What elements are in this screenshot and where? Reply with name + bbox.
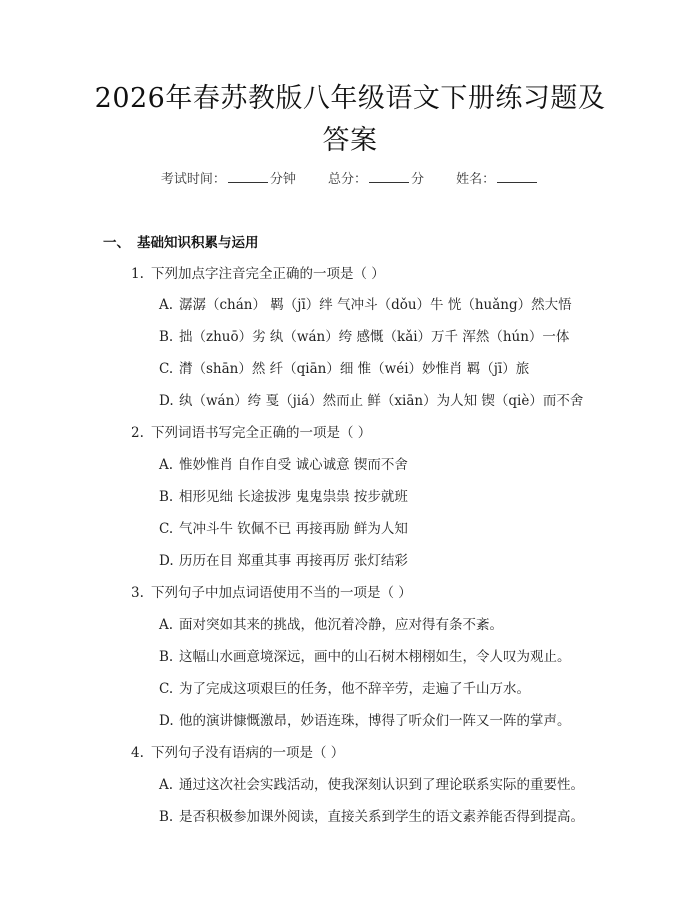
option-letter: B. [159, 649, 174, 665]
question-number: 1. [131, 266, 144, 282]
total-score-blank [369, 182, 409, 183]
option-letter: C. [159, 521, 174, 537]
exam-time-blank [228, 182, 268, 183]
question-2-option-d [159, 549, 408, 569]
question-text: 下列词语书写完全正确的一项是（ ） [151, 425, 372, 441]
question-2-option-b [159, 485, 408, 505]
question-4 [131, 741, 344, 761]
student-name-field [456, 168, 539, 187]
exam-time-field [161, 168, 296, 187]
question-1-option-b [159, 325, 569, 345]
option-text: 他的演讲慷慨激昂，妙语连珠，博得了听众们一阵又一阵的掌声。 [179, 713, 571, 729]
section-heading [103, 231, 259, 251]
option-text: 这幅山水画意境深远，画中的山石树木栩栩如生，令人叹为观止。 [179, 649, 571, 665]
question-1 [131, 262, 385, 282]
option-letter: C. [159, 681, 174, 697]
exam-info-line [0, 168, 700, 187]
question-2-option-a [159, 453, 408, 473]
question-3-option-c [159, 677, 530, 697]
question-1-option-d [159, 389, 583, 409]
option-letter: B. [159, 489, 174, 505]
question-2-option-c [159, 517, 408, 537]
option-letter: D. [159, 553, 174, 569]
option-text: 为了完成这项艰巨的任务，他不辞辛劳，走遍了千山万水。 [179, 681, 530, 697]
question-3-option-d [159, 709, 571, 729]
question-2 [131, 421, 371, 441]
question-1-option-c [159, 357, 529, 377]
option-text: 面对突如其来的挑战，他沉着冷静，应对得有条不紊。 [179, 617, 503, 633]
total-score-label: 总分： [327, 172, 367, 187]
question-number: 4. [131, 745, 144, 761]
option-text: 拙（zhuō）劣 纨（wán）绔 感慨（kǎi）万千 浑然（hún）一体 [179, 329, 570, 345]
option-text: 通过这次社会实践活动，使我深刻认识到了理论联系实际的重要性。 [179, 777, 584, 793]
question-4-option-b [159, 805, 584, 825]
option-text: 相形见绌 长途拔涉 鬼鬼祟祟 按步就班 [179, 489, 408, 505]
option-text: 纨（wán）绔 戛（jiá）然而止 鲜（xiān）为人知 锲（qiè）而不舍 [179, 393, 584, 409]
exam-time-label: 考试时间： [160, 172, 226, 187]
option-text: 气冲斗牛 钦佩不已 再接再励 鲜为人知 [179, 521, 408, 537]
option-letter: A. [159, 617, 174, 633]
document-title: 2026年春苏教版八年级语文下册练习题及答案 [94, 83, 606, 156]
option-letter: A. [159, 297, 174, 313]
question-1-option-a [159, 293, 572, 313]
option-text: 潸（shān）然 纤（qiān）细 惟（wéi）妙惟肖 羁（jī）旅 [179, 361, 530, 377]
option-text: 潺潺（chán） 羁（jī）绊 气冲斗（dǒu）牛 恍（huǎng）然大悟 [179, 297, 572, 313]
option-letter: A. [159, 457, 174, 473]
question-text: 下列加点字注音完全正确的一项是（ ） [151, 266, 385, 282]
student-name-blank [497, 182, 537, 183]
section-number: 一、 [103, 235, 130, 251]
option-letter: B. [159, 329, 174, 345]
option-letter: B. [159, 809, 174, 825]
option-text: 历历在目 郑重其事 再接再厉 张灯结彩 [179, 553, 408, 569]
option-letter: D. [159, 713, 174, 729]
question-text: 下列句子中加点词语使用不当的一项是（ ） [151, 585, 412, 601]
student-name-label: 姓名： [456, 172, 496, 187]
option-letter: C. [159, 361, 174, 377]
question-3 [131, 581, 412, 601]
question-4-option-a [159, 773, 584, 793]
question-number: 2. [131, 425, 144, 441]
option-text: 是否积极参加课外阅读，直接关系到学生的语文素养能否得到提高。 [179, 809, 584, 825]
section-title: 基础知识积累与运用 [137, 235, 259, 251]
total-score-unit: 分 [411, 172, 425, 187]
question-text: 下列句子没有语病的一项是（ ） [151, 745, 345, 761]
question-3-option-a [159, 613, 503, 633]
exam-time-unit: 分钟 [269, 172, 296, 187]
question-number: 3. [131, 585, 144, 601]
question-3-option-b [159, 645, 571, 665]
total-score-field [328, 168, 424, 187]
option-letter: D. [159, 393, 174, 409]
option-text: 惟妙惟肖 自作自受 诚心诚意 锲而不舍 [179, 457, 408, 473]
option-letter: A. [159, 777, 174, 793]
